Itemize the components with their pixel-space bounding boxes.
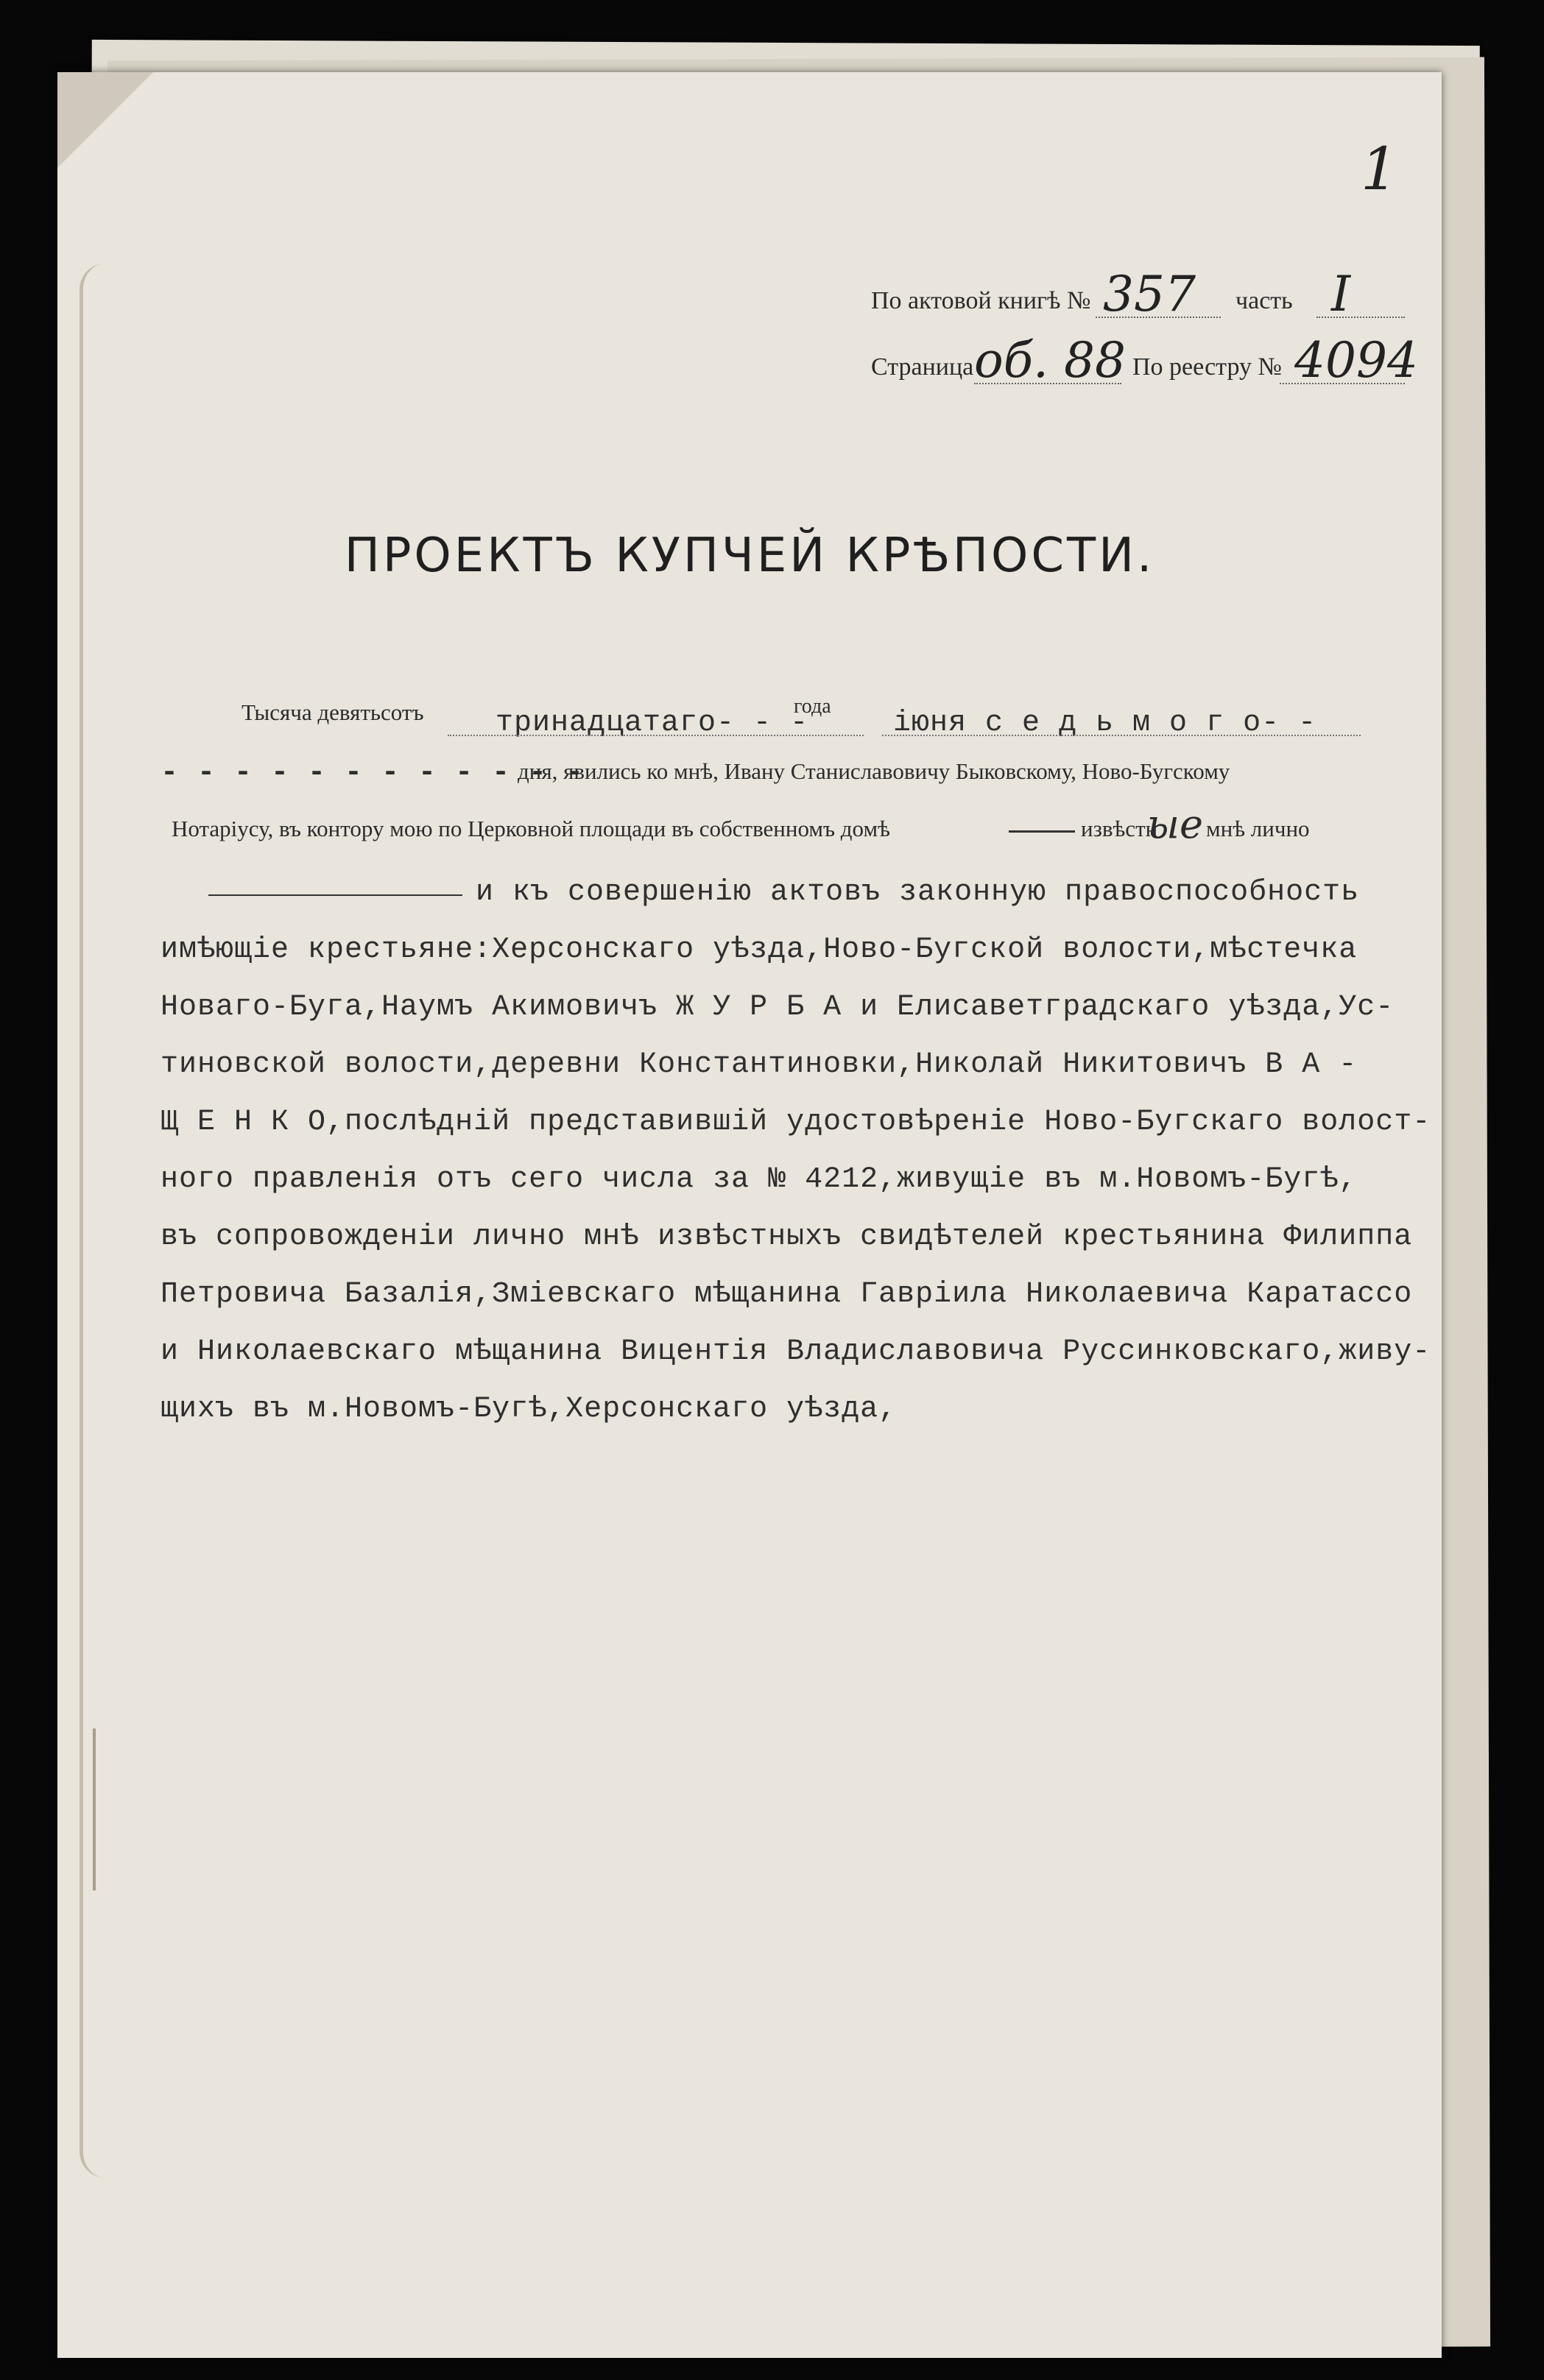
binding-string (93, 1728, 106, 1890)
body-line: имѣющіе крестьяне:Херсонскаго уѣзда,Ново-Бугской волости,мѣстечка (161, 933, 1358, 967)
document-page (57, 72, 1442, 2358)
body-line: щихъ въ м.Новомъ-Бугѣ,Херсонскаго уѣзда, (161, 1393, 898, 1426)
body-line: Новаго-Буга,Наумъ Акимовичъ Ж У Р Б А и Елисаветградскаго уѣзда,Ус- (161, 991, 1395, 1024)
form-year-value: тринадцатаго- - - (496, 707, 809, 740)
book-label: По актовой книгѣ № (871, 287, 1091, 314)
form-known-ending: ые (1147, 801, 1203, 847)
page-value: об. 88 (974, 332, 1126, 389)
body-line: Петровича Базалія,Зміевскаго мѣщанина Гавріила Николаевича Каратассо (161, 1278, 1413, 1311)
body-line: и Николаевскаго мѣщанина Вицентія Владиславовича Руссинковскаго,живу- (161, 1335, 1431, 1369)
body-line: ного правленія отъ сего числа за № 4212,живущіе въ м.Новомъ-Бугѣ, (161, 1163, 1358, 1196)
form-year-label: Тысяча девятьсотъ (242, 699, 424, 725)
form-year-suffix: года (794, 695, 831, 718)
book-number: 357 (1103, 266, 1196, 322)
form-known-prefix: извѣстн (1081, 816, 1158, 841)
part-value: I (1331, 266, 1351, 322)
body-line: Щ Е Н К О,послѣдній представившій удостовѣреніе Ново-Бугскаго волост- (161, 1106, 1431, 1139)
form-office-text: Нотаріусу, въ контору мою по Церковной площади въ собственномъ домѣ (172, 816, 890, 841)
form-personally: мнѣ лично (1206, 816, 1310, 841)
page-label: Страница (871, 353, 974, 381)
body-line: и къ совершенію актовъ законную правоспособность (476, 876, 1360, 909)
register-label: По реестру № (1132, 353, 1282, 381)
register-header (808, 256, 1418, 389)
body-line: въ сопровожденіи лично мнѣ извѣстныхъ свидѣтелей крестьянина Филиппа (161, 1221, 1413, 1254)
part-label: часть (1235, 287, 1293, 314)
page-number-handwritten: 1 (1361, 135, 1398, 203)
form-appearance-text: дня, явились ко мнѣ, Ивану Станиславовичу Быковскому, Ново-Бугскому (518, 758, 1230, 784)
document-title: ПРОЕКТЪ КУПЧЕЙ КРѢПОСТИ. (344, 529, 1155, 583)
form-date-value: іюня с е д ь м о г о- - (893, 707, 1317, 740)
body-line: тиновской волости,деревни Константиновки,Николай Никитовичъ В А - (161, 1048, 1358, 1081)
folded-corner (57, 72, 153, 168)
register-number: 4094 (1294, 332, 1418, 389)
form-day-fill: - - - - - - - - - - - - (161, 757, 585, 790)
